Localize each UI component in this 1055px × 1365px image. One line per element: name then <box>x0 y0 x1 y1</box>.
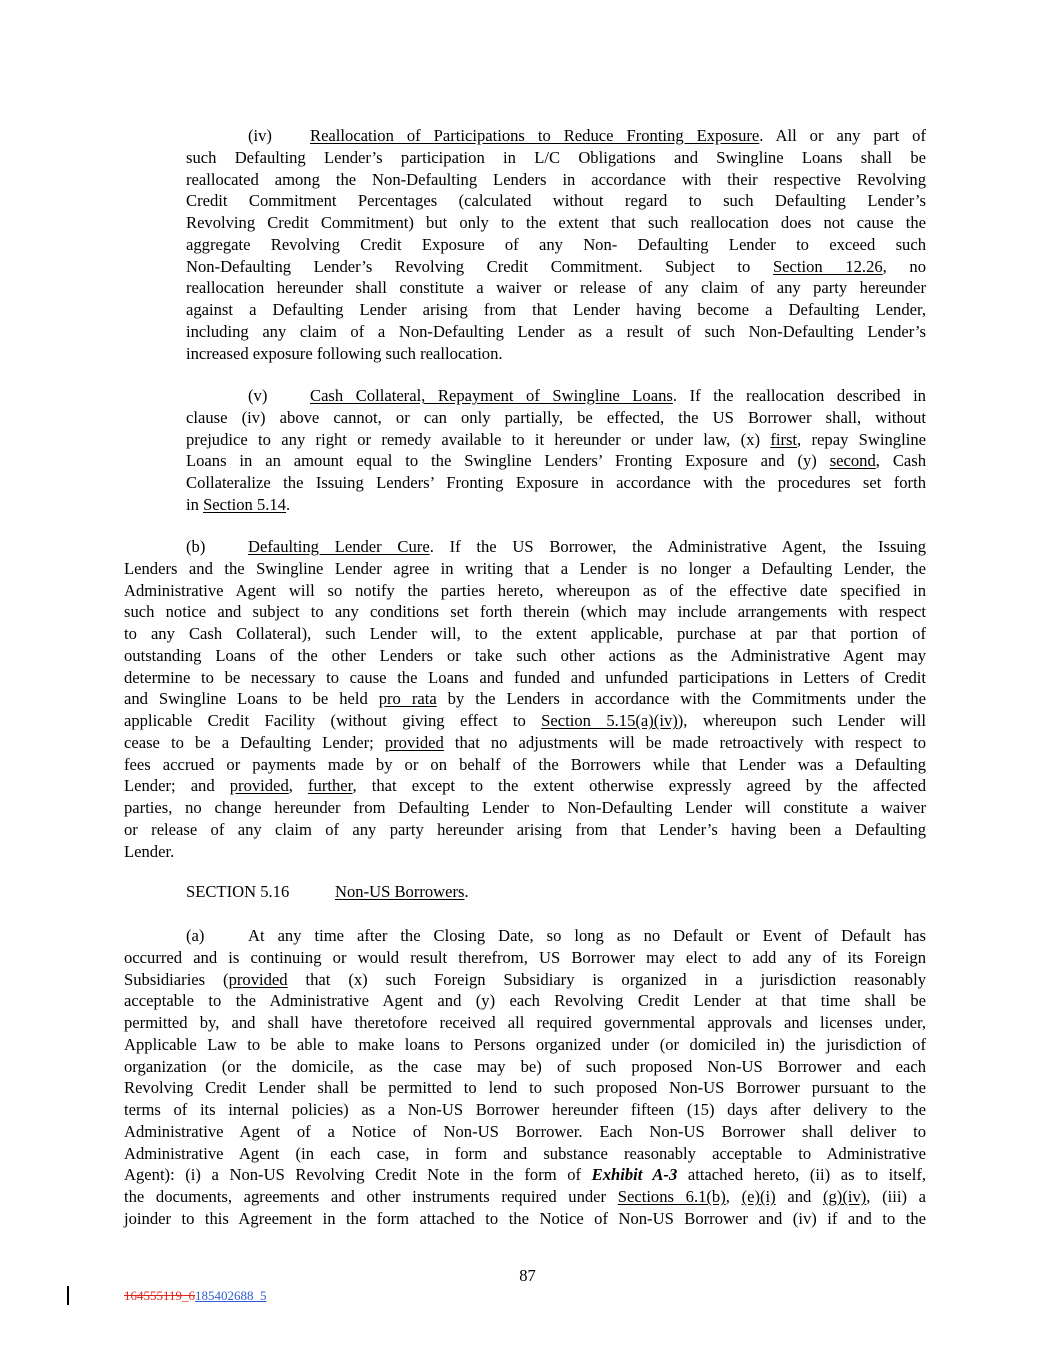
clause-title: Defaulting Lender Cure <box>248 537 430 556</box>
cross-reference: further <box>308 776 353 796</box>
cross-reference: Section 12.26 <box>772 256 883 276</box>
paragraph-v-cash-collateral: (v) Cash Collateral, Repayment of Swingline Loans. If the reallocation described in clause (iv) above cannot, or can only partially, be effected, the US Borrower shall, without prejudice to any right or remedy available to it hereunder or under law, (x) first, repay Swingline Loans in an amount equal to the Swingline Lenders’ Fronting Exposure and (y) second, Cash Collateralize the Issuing Lenders’ Fronting Exposure in accordance with the procedures set forth in Section 5.14. <box>186 386 927 514</box>
cross-reference: (g)(iv) <box>822 1187 867 1206</box>
cross-reference: Sections 6.1(b) <box>617 1187 726 1206</box>
cross-reference: (e)(i) <box>741 1187 776 1206</box>
paragraph-b-defaulting-lender-cure: (b) Defaulting Lender Cure. If the US Borrower, the Administrative Agent, the Issuing Lenders and the Swingline Lender agree in writing that a Lender is no longer a Defaulting Lender, the Administrative Agent will so notify the parties hereto, whereupon as of the effective date specified in such notice and subject to any conditions set forth therein (which may include arrangements with respect to any Cash Collateral), such Lender will, to the extent applicable, purchase at par that portion of outstanding Loans of the other Lenders or take such other actions as the Administrative Agent may determine to be necessary to cause the Loans and funded and unfunded participations in Letters of Credit and Swingline Loans to be held pro rata by the Lenders in accordance with the Commitments under the applicable Credit Facility (without giving effect to Section 5.15(a)(iv)), whereupon such Lender will cease to be a Defaulting Lender; provided that no adjustments will be made retroactively with respect to fees accrued or payments made by or on behalf of the Borrowers while that Lender was a Defaulting Lender; and provided, further, that except to the extent otherwise expressly agreed by the affected parties, no change hereunder from Defaulting Lender to Non-Defaulting Lender will constitute a waiver or release of any claim of any party hereunder arising from that Lender’s having been a Defaulting Lender. <box>124 537 927 861</box>
section-number: SECTION 5.16 <box>186 882 290 901</box>
change-bar <box>67 1286 69 1305</box>
clause-number: (iv) <box>248 126 272 145</box>
cross-reference: second <box>829 451 876 471</box>
cross-reference: provided <box>384 732 444 752</box>
paragraph-iv-reallocation: (iv) Reallocation of Participations to Reduce Fronting Exposure. All or any part of such Defaulting Lender’s participation in L/C Obligations and Swingline Loans shall be reallocated among the Non-Defaulting Lenders in accordance with their respective Revolving Credit Commitment Percentages (calculated without regard to such Defaulting Lender’s Revolving Credit Commitment) but only to the extent that such reallocation does not cause the aggregate Revolving Credit Exposure of any Non- Defaulting Lender to exceed such Non-Defaulting Lender’s Revolving Credit Commitment. Subject to Section 12.26, no reallocation hereunder shall constitute a waiver or release of any claim of any party hereunder against a Defaulting Lender arising from that Lender having become a Defaulting Lender, including any claim of a Non-Defaulting Lender as a result of such Non-Defaulting Lender’s increased exposure following such reallocation. <box>186 126 927 363</box>
exhibit-reference: Exhibit A-3 <box>591 1165 678 1185</box>
clause-title: Reallocation of Participations to Reduce Fronting Exposure <box>310 126 760 145</box>
cross-reference: provided <box>229 776 289 796</box>
clause-title: Cash Collateral, Repayment of Swingline Loans <box>310 386 673 405</box>
section-heading: SECTION 5.16 Non-US Borrowers. <box>186 882 469 901</box>
document-id-deleted: 164555119_6 <box>124 1288 196 1303</box>
document-id-inserted: 185402688_5 <box>195 1288 267 1303</box>
clause-number: (b) <box>186 537 206 556</box>
cross-reference: Section 5.15(a)(iv) <box>541 711 678 730</box>
cross-reference: pro rata <box>378 689 437 709</box>
clause-number: (v) <box>248 386 268 405</box>
page-number: 87 <box>519 1266 536 1285</box>
cross-reference: provided <box>228 969 288 989</box>
document-id <box>124 1288 267 1304</box>
cross-reference: first <box>770 429 798 449</box>
section-title: Non-US Borrowers <box>335 882 465 901</box>
clause-number: (a) <box>186 926 205 945</box>
cross-reference: Section 5.14 <box>203 494 287 514</box>
paragraph-a-non-us-borrowers: (a) At any time after the Closing Date, so long as no Default or Event of Default has occurred and is continuing or would result therefrom, US Borrower may elect to add any of its Foreign Subsidiaries (provided that (x) such Foreign Subsidiary is organized in a jurisdiction reasonably acceptable to the Administrative Agent and (y) each Revolving Credit Lender at that time shall be permitted by, and shall have theretofore received all required governmental approvals and licenses under, Applicable Law to be able to make loans to Persons organized under (or domiciled in) the jurisdiction of organization (or the domicile, as the case may be) of such proposed Non-US Borrower and each Revolving Credit Lender shall be permitted to lend to such proposed Non-US Borrower pursuant to the terms of its internal policies) as a Non-US Borrower hereunder fifteen (15) days after delivery to the Administrative Agent of a Notice of Non-US Borrower. Each Non-US Borrower shall deliver to Administrative Agent (in each case, in form and substance reasonably acceptable to Administrative Agent): (i) a Non-US Revolving Credit Note in the form of Exhibit A-3 attached hereto, (ii) as to itself, the documents, agreements and other instruments required under Sections 6.1(b), (e)(i) and (g)(iv), (iii) a joinder to this Agreement in the form attached to the Notice of Non-US Borrower and (iv) if and to the <box>124 926 927 1228</box>
